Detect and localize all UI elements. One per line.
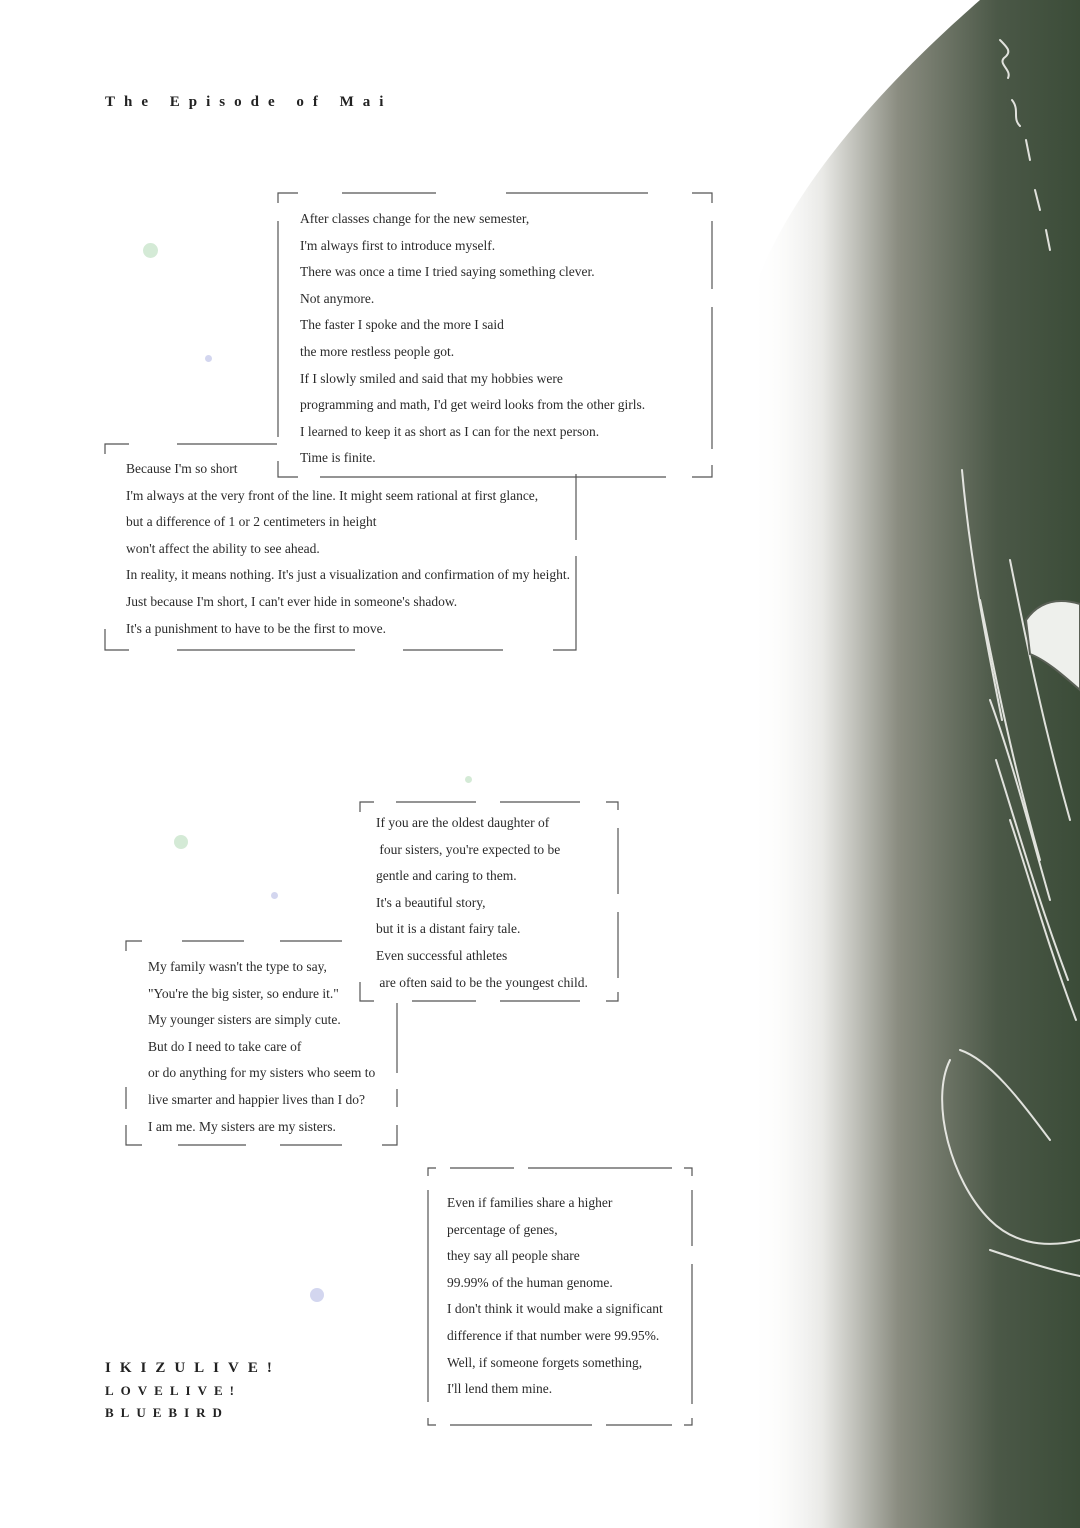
- footer-line-ikizulive: IKIZULIVE!: [105, 1360, 281, 1376]
- text-line: they say all people share: [447, 1248, 580, 1264]
- text-line: My family wasn't the type to say,: [148, 959, 327, 974]
- decor-dot-blue: [205, 355, 212, 362]
- text-line: It's a beautiful story,: [376, 894, 486, 910]
- text-line: programming and math, I'd get weird looks from the other girls.: [300, 397, 646, 413]
- text-line: Even if families share a higher: [447, 1195, 613, 1210]
- chalkboard-artwork: [750, 0, 1080, 1528]
- text-line: I'll lend them mine.: [447, 1381, 553, 1397]
- text-line: I am me. My sisters are my sisters.: [148, 1118, 336, 1134]
- text-line: the more restless people got.: [300, 343, 455, 359]
- text-line: I don't think it would make a significant: [447, 1301, 663, 1317]
- text-line: but a difference of 1 or 2 centimeters in height: [126, 514, 377, 530]
- text-line: Well, if someone forgets something,: [447, 1354, 643, 1370]
- text-line: It's a punishment to have to be the first to move.: [126, 620, 387, 636]
- footer-line-lovelive: LOVELIVE!: [105, 1383, 241, 1398]
- text-box-genome: [428, 1168, 693, 1426]
- text-line: won't affect the ability to see ahead.: [126, 540, 320, 556]
- text-line: but it is a distant fairy tale.: [376, 921, 521, 937]
- text-line: But do I need to take care of: [148, 1038, 302, 1054]
- decor-dot-green: [143, 243, 158, 258]
- text-line: or do anything for my sisters who seem to: [148, 1065, 376, 1081]
- text-line: In reality, it means nothing. It's just a visualization and confirmation of my height.: [126, 567, 570, 583]
- page-title: The Episode of Mai: [105, 94, 393, 110]
- footer-line-bluebird: BLUEBIRD: [105, 1405, 229, 1420]
- text-line: live smarter and happier lives than I do?: [148, 1091, 366, 1107]
- text-line: Time is finite.: [300, 450, 376, 466]
- text-line: Even successful athletes: [376, 947, 508, 963]
- text-line: 99.99% of the human genome.: [447, 1274, 613, 1290]
- text-line: Just because I'm short, I can't ever hide in someone's shadow.: [126, 593, 458, 609]
- decor-dot-green: [174, 835, 188, 849]
- text-line: If you are the oldest daughter of: [376, 815, 550, 830]
- text-box-oldest-daughter: [360, 802, 619, 1002]
- text-line: I'm always first to introduce myself.: [300, 237, 496, 253]
- text-line: I'm always at the very front of the line. It might seem rational at first glance,: [126, 487, 539, 503]
- text-line: are often said to be the youngest child.: [376, 974, 588, 990]
- text-line: After classes change for the new semester,: [300, 211, 530, 226]
- text-line: difference if that number were 99.95%.: [447, 1327, 660, 1343]
- text-line: gentle and caring to them.: [376, 868, 517, 884]
- decor-dot-blue: [271, 892, 278, 899]
- text-line: If I slowly smiled and said that my hobbies were: [300, 370, 563, 386]
- text-line: "You're the big sister, so endure it.": [148, 985, 339, 1001]
- text-line: My younger sisters are simply cute.: [148, 1012, 341, 1028]
- text-line: percentage of genes,: [447, 1221, 558, 1237]
- text-line: I learned to keep it as short as I can for the next person.: [300, 423, 600, 439]
- footer-credits: [105, 1360, 281, 1421]
- text-line: The faster I spoke and the more I said: [300, 317, 504, 333]
- text-line: four sisters, you're expected to be: [376, 841, 561, 857]
- text-box-introduction: [278, 193, 713, 478]
- decor-dot-blue: [310, 1288, 324, 1302]
- text-line: Not anymore.: [300, 290, 375, 306]
- text-line: There was once a time I tried saying something clever.: [300, 264, 595, 280]
- text-box-family: [126, 941, 398, 1146]
- decor-dot-green: [465, 776, 472, 783]
- text-line: Because I'm so short: [126, 461, 238, 476]
